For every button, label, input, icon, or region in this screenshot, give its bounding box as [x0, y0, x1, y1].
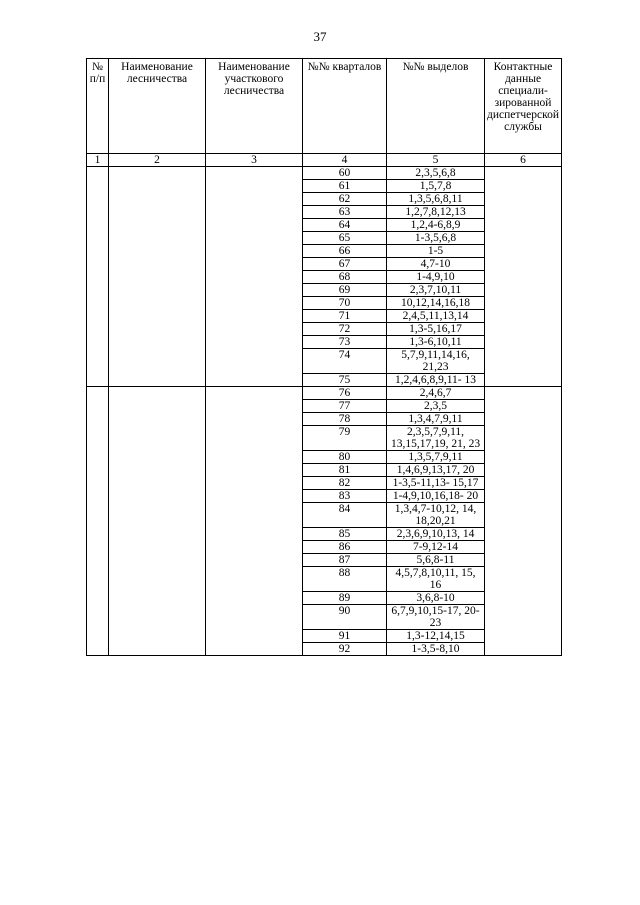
column-number: 5	[387, 154, 485, 167]
contact-cell	[485, 387, 562, 656]
quarter-cell: 92	[303, 643, 387, 656]
allotments-cell: 1-3,5,6,8	[387, 232, 485, 245]
allotments-cell: 2,3,5	[387, 400, 485, 413]
header-contact-data: Контактные данные специали-зированной диспетчерской службы	[485, 59, 562, 154]
allotments-cell: 1-3,5-8,10	[387, 643, 485, 656]
allotments-cell: 2,3,6,9,10,13, 14	[387, 528, 485, 541]
allotments-cell: 4,7-10	[387, 258, 485, 271]
quarter-cell: 65	[303, 232, 387, 245]
quarter-cell: 81	[303, 464, 387, 477]
allotments-cell: 1,2,4,6,8,9,11- 13	[387, 374, 485, 387]
quarter-cell: 71	[303, 310, 387, 323]
allotments-cell: 1,3-5,16,17	[387, 323, 485, 336]
quarter-cell: 69	[303, 284, 387, 297]
quarter-cell: 78	[303, 413, 387, 426]
quarter-cell: 91	[303, 630, 387, 643]
allotments-cell: 2,3,5,6,8	[387, 167, 485, 180]
forestry-cell	[109, 387, 206, 656]
quarter-cell: 83	[303, 490, 387, 503]
quarter-cell: 74	[303, 349, 387, 374]
quarter-cell: 90	[303, 605, 387, 630]
allotments-cell: 3,6,8-10	[387, 592, 485, 605]
quarter-cell: 64	[303, 219, 387, 232]
quarter-cell: 82	[303, 477, 387, 490]
column-number: 1	[87, 154, 109, 167]
quarter-cell: 75	[303, 374, 387, 387]
quarter-cell: 67	[303, 258, 387, 271]
allotments-cell: 2,3,5,7,9,11, 13,15,17,19, 21, 23	[387, 426, 485, 451]
allotments-cell: 5,7,9,11,14,16, 21,23	[387, 349, 485, 374]
quarter-cell: 70	[303, 297, 387, 310]
column-number: 3	[206, 154, 303, 167]
header-row	[87, 59, 562, 154]
column-number-row	[87, 154, 562, 167]
allotments-cell: 1,2,4-6,8,9	[387, 219, 485, 232]
allotments-cell: 1,3,5,7,9,11	[387, 451, 485, 464]
allotments-cell: 1-4,9,10	[387, 271, 485, 284]
quarter-cell: 85	[303, 528, 387, 541]
quarter-cell: 89	[303, 592, 387, 605]
allotments-cell: 1,3-6,10,11	[387, 336, 485, 349]
column-number: 6	[485, 154, 562, 167]
header-number: № п/п	[87, 59, 109, 154]
contact-cell	[485, 167, 562, 387]
quarter-cell: 86	[303, 541, 387, 554]
quarter-cell: 84	[303, 503, 387, 528]
forestry-cell	[109, 167, 206, 387]
allotments-cell: 1,5,7,8	[387, 180, 485, 193]
quarter-cell: 80	[303, 451, 387, 464]
allotments-cell: 5,6,8-11	[387, 554, 485, 567]
page-number: 37	[313, 29, 327, 44]
allotments-cell: 2,3,7,10,11	[387, 284, 485, 297]
district-forestry-cell	[206, 167, 303, 387]
allotments-cell: 1,3,4,7,9,11	[387, 413, 485, 426]
allotments-cell: 1,3,5,6,8,11	[387, 193, 485, 206]
table-row	[87, 387, 562, 400]
number-cell	[87, 167, 109, 387]
header-quarters: №№ кварталов	[303, 59, 387, 154]
quarter-cell: 63	[303, 206, 387, 219]
quarter-cell: 79	[303, 426, 387, 451]
allotments-cell: 1-3,5-11,13- 15,17	[387, 477, 485, 490]
number-cell	[87, 387, 109, 656]
allotments-cell: 1-4,9,10,16,18- 20	[387, 490, 485, 503]
quarter-cell: 60	[303, 167, 387, 180]
quarter-cell: 77	[303, 400, 387, 413]
allotments-cell: 1-5	[387, 245, 485, 258]
quarter-cell: 61	[303, 180, 387, 193]
table-row	[87, 167, 562, 180]
column-number: 2	[109, 154, 206, 167]
quarter-cell: 87	[303, 554, 387, 567]
allotments-cell: 2,4,5,11,13,14	[387, 310, 485, 323]
quarter-cell: 76	[303, 387, 387, 400]
district-forestry-cell	[206, 387, 303, 656]
quarter-cell: 62	[303, 193, 387, 206]
allotments-cell: 7-9,12-14	[387, 541, 485, 554]
header-allotments: №№ выделов	[387, 59, 485, 154]
allotments-cell: 1,3,4,7-10,12, 14, 18,20,21	[387, 503, 485, 528]
allotments-cell: 6,7,9,10,15-17, 20-23	[387, 605, 485, 630]
allotments-cell: 1,4,6,9,13,17, 20	[387, 464, 485, 477]
header-district-forestry-name: Наименование участкового лесничества	[206, 59, 303, 154]
allotments-cell: 2,4,6,7	[387, 387, 485, 400]
header-forestry-name: Наименование лесничества	[109, 59, 206, 154]
allotments-cell: 1,2,7,8,12,13	[387, 206, 485, 219]
quarter-cell: 66	[303, 245, 387, 258]
quarter-cell: 73	[303, 336, 387, 349]
quarter-cell: 72	[303, 323, 387, 336]
quarter-cell: 68	[303, 271, 387, 284]
allotments-cell: 1,3-12,14,15	[387, 630, 485, 643]
column-number: 4	[303, 154, 387, 167]
allotments-cell: 10,12,14,16,18	[387, 297, 485, 310]
allotments-cell: 4,5,7,8,10,11, 15, 16	[387, 567, 485, 592]
forestry-table	[86, 58, 562, 656]
quarter-cell: 88	[303, 567, 387, 592]
